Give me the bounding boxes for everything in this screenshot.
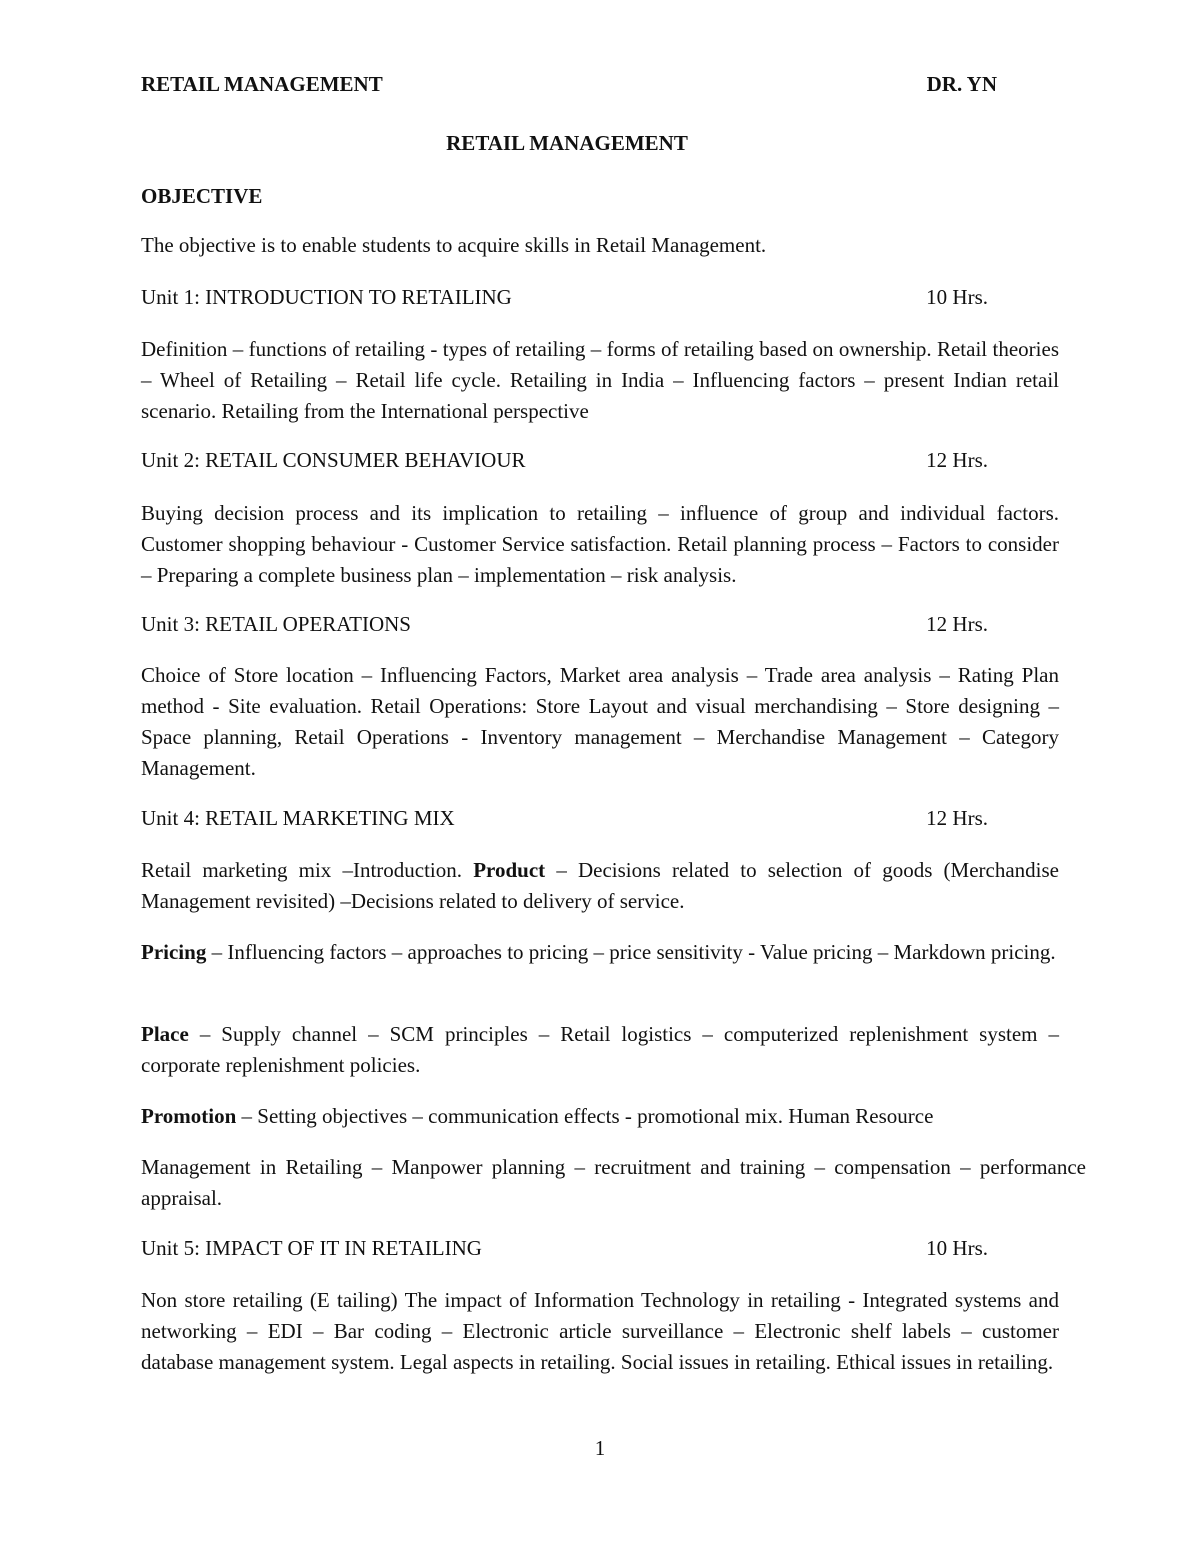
promotion-label: Promotion	[141, 1104, 237, 1128]
unit-4-place-paragraph	[141, 1019, 1059, 1081]
unit-3-heading	[141, 612, 988, 637]
unit-4-pricing-paragraph	[141, 937, 1059, 968]
header-left: RETAIL MANAGEMENT	[141, 72, 383, 96]
marketing-mix-intro: Retail marketing mix –Introduction.	[141, 858, 463, 882]
pricing-label: Pricing	[141, 940, 207, 964]
unit-2-text: Buying decision process and its implication to retailing – influence of group and individual factors. Customer shopping behaviour - Customer Service satisfaction. Retail planning process – Factors to consider – Preparing a complete business plan – implementation – risk analysis.	[141, 501, 1059, 587]
unit-hours: 12 Hrs.	[926, 806, 988, 830]
objective-heading: OBJECTIVE	[141, 184, 263, 208]
page-number: 1	[594, 1436, 606, 1460]
unit-title: Unit 2: RETAIL CONSUMER BEHAVIOUR	[141, 448, 526, 472]
product-text: – Decisions related to selection of goods (Merchandise Management revisited) –Decisions related to delivery of service.	[141, 858, 1059, 913]
place-text: – Supply channel – SCM principles – Retail logistics – computerized replenishment system – corporate replenishment policies.	[141, 1022, 1059, 1077]
unit-hours: 10 Hrs.	[926, 1236, 988, 1260]
unit-1-text: Definition – functions of retailing - types of retailing – forms of retailing based on ownership. Retail theories – Wheel of Retailing – Retail life cycle. Retailing in India – Influencing factors – present Indian retail scenario. Retailing from the International perspective	[141, 337, 1059, 423]
unit-2-heading	[141, 448, 988, 473]
unit-hours: 12 Hrs.	[926, 612, 988, 636]
unit-title: Unit 3: RETAIL OPERATIONS	[141, 612, 411, 636]
unit-title: Unit 4: RETAIL MARKETING MIX	[141, 806, 455, 830]
product-label: Product	[473, 858, 546, 882]
unit-4-heading	[141, 806, 988, 831]
pricing-text: – Influencing factors – approaches to pricing – price sensitivity - Value pricing – Markdown pricing.	[211, 940, 1056, 964]
running-header	[141, 72, 997, 97]
unit-1-heading	[141, 285, 988, 310]
unit-hours: 12 Hrs.	[926, 448, 988, 472]
unit-5-heading	[141, 1236, 988, 1261]
unit-4-hr-paragraph: Management in Retailing – Manpower planning – recruitment and training – compensation – performance appraisal.	[141, 1155, 1086, 1210]
unit-title: Unit 5: IMPACT OF IT IN RETAILING	[141, 1236, 482, 1260]
unit-4-promotion-paragraph	[141, 1101, 1059, 1132]
unit-5-text: Non store retailing (E tailing) The impact of Information Technology in retailing - Integrated systems and networking – EDI – Bar coding – Electronic article surveillance – Electronic shelf labels – customer database management system. Legal aspects in retailing. Social issues in retailing. Ethical issues in retailing.	[141, 1288, 1059, 1374]
unit-hours: 10 Hrs.	[926, 285, 988, 309]
promotion-text: – Setting objectives – communication effects - promotional mix. Human Resource	[241, 1104, 934, 1128]
header-right: DR. YN	[926, 72, 997, 96]
unit-4-product-paragraph	[141, 855, 1059, 917]
page-title: RETAIL MANAGEMENT	[446, 131, 688, 155]
unit-3-text: Choice of Store location – Influencing Factors, Market area analysis – Trade area analysis – Rating Plan method - Site evaluation. Retail Operations: Store Layout and visual merchandising – Store designing – Space planning, Retail Operations - Inventory management – Merchandise Management – Category Management.	[141, 663, 1059, 780]
unit-title: Unit 1: INTRODUCTION TO RETAILING	[141, 285, 512, 309]
place-label: Place	[141, 1022, 189, 1046]
objective-text: The objective is to enable students to acquire skills in Retail Management.	[141, 233, 767, 257]
